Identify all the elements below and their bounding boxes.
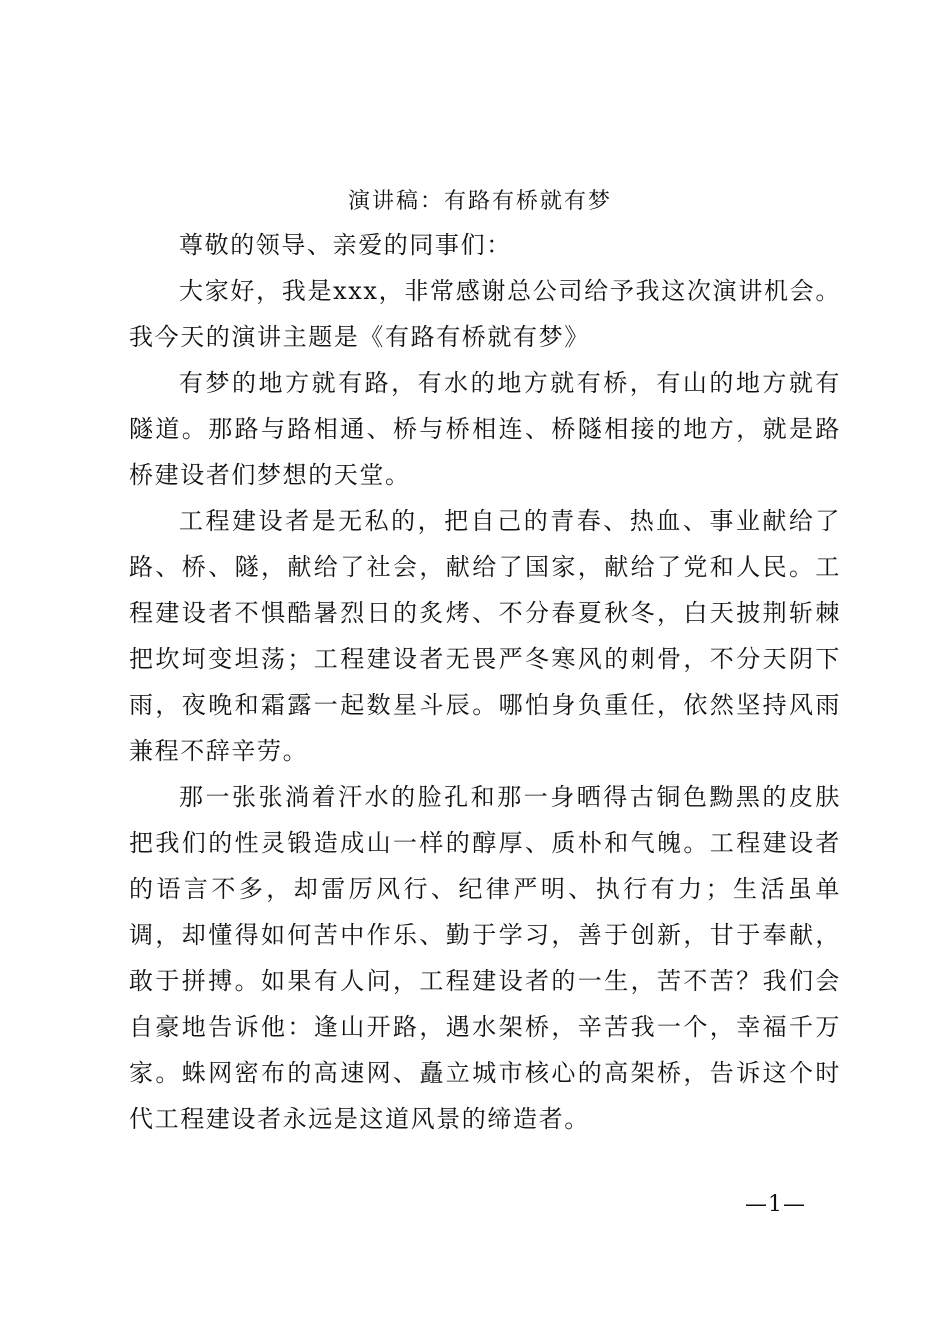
- paragraph-greeting: 尊敬的领导、亲爱的同事们：: [179, 231, 512, 259]
- document-title: 演讲稿：有路有桥就有梦: [347, 189, 612, 214]
- paragraph-intro: 大家好，我是xxx，非常感谢总公司给予我这次演讲机会。我今天的演讲主题是《有路有桥就有梦》: [129, 277, 841, 351]
- paragraph-builders-character: 那一张张淌着汗水的脸孔和那一身晒得古铜色黝黑的皮肤把我们的性灵锻造成山一样的醇厚、质朴和气魄。工程建设者的语言不多，却雷厉风行、纪律严明、执行有力；生活虽单调，却懂得如何苦中作乐、勤于学习，善于创新，甘于奉献，敢于拼搏。如果有人问，工程建设者的一生，苦不苦？我们会自豪地告诉他：逢山开路，遇水架桥，辛苦我一个，幸福千万家。蛛网密布的高速网、矗立城市核心的高架桥，告诉这个时代工程建设者永远是这道风景的缔造者。: [129, 783, 841, 1133]
- paragraph-builders-selfless: 工程建设者是无私的，把自己的青春、热血、事业献给了路、桥、隧，献给了社会，献给了国家，献给了党和人民。工程建设者不惧酷暑烈日的炙烤、不分春夏秋冬，白天披荆斩棘把坎坷变坦荡；工程建设者无畏严冬寒风的刺骨，不分天阴下雨，夜晚和霜露一起数星斗辰。哪怕身负重任，依然坚持风雨兼程不辞辛劳。: [129, 507, 841, 765]
- paragraph-dream-road: 有梦的地方就有路，有水的地方就有桥，有山的地方就有隧道。那路与路相通、桥与桥相连、桥隧相接的地方，就是路桥建设者们梦想的天堂。: [129, 369, 841, 489]
- document-body: [129, 222, 841, 1142]
- page-number: —1—: [745, 1192, 806, 1217]
